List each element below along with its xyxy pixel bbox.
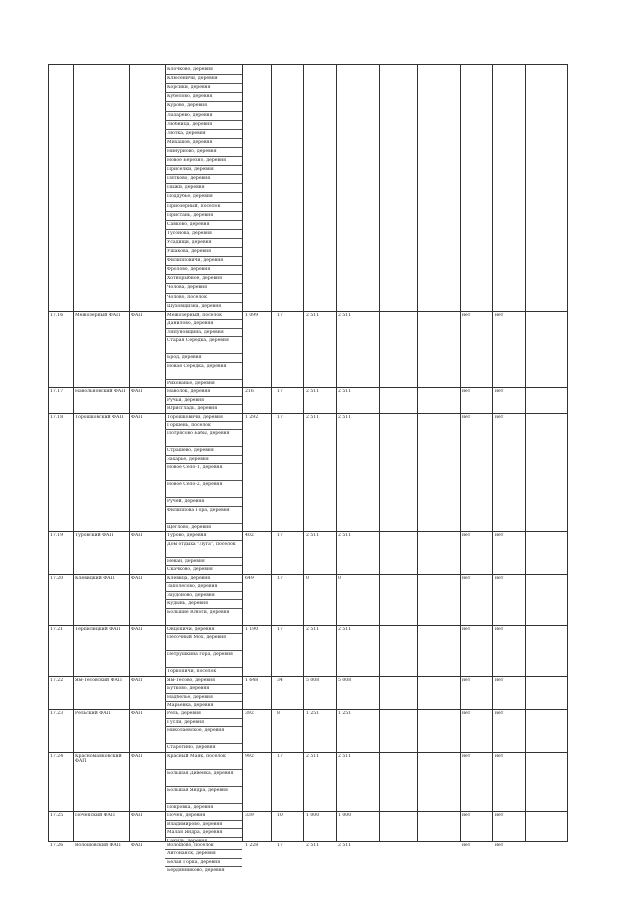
facility-name: Волошовский ФАП (75, 843, 121, 848)
settlement-divider (165, 265, 242, 266)
column-divider (73, 65, 74, 841)
settlement-divider (165, 565, 242, 566)
value-cell: 17 (277, 575, 283, 581)
settlement-cell: Ушакова, деревня (167, 249, 211, 254)
facility-name: Ям-Тесовский ФАП (75, 677, 122, 683)
settlement-cell: Приозерный, поселок (167, 203, 221, 209)
settlement-cell: Онцопичи, деревня (167, 626, 215, 632)
settlement-cell: Красный Маяк, поселок (167, 753, 226, 759)
settlement-cell: Хотнорыбное, деревня (167, 276, 222, 282)
settlement-cell: Страшево, деревня (167, 448, 214, 454)
settlement-cell: Кубелово, деревня (167, 94, 213, 100)
settlement-cell: Старотино, деревня (167, 745, 216, 751)
settlement-divider (165, 74, 242, 75)
facility-type: ФАП (131, 389, 143, 395)
settlement-cell: Шуховщизна, деревня (167, 303, 222, 309)
settlement-divider (165, 582, 242, 583)
settlement-cell: Новое Село-2, деревня (167, 482, 223, 488)
settlement-divider (165, 591, 242, 592)
flag-cell: нет (462, 813, 471, 819)
column-divider (271, 65, 272, 841)
value-cell: 2 511 (306, 626, 320, 632)
flag-cell: нет (495, 711, 504, 717)
settlement-cell: Бутково, деревня (167, 686, 210, 692)
column-divider (242, 65, 243, 841)
row-number: 17.24 (50, 753, 64, 759)
settlement-cell: Ляпуновщина, деревня (167, 329, 224, 335)
facility-type: ФАП (131, 677, 143, 683)
settlement-cell: Заполесово, деревня (167, 584, 218, 590)
value-cell: 1 000 (306, 813, 320, 819)
settlement-divider (165, 192, 242, 193)
settlement-divider (165, 379, 242, 380)
settlement-divider (165, 83, 242, 84)
flag-cell: нет (462, 312, 471, 318)
facility-name: Красномаяковский ФАП (75, 753, 122, 765)
settlement-cell: Захарье, деревня (167, 456, 209, 462)
settlement-divider (165, 446, 242, 447)
value-cell: 2 511 (338, 753, 352, 759)
settlement-cell: Скачково, деревня (167, 567, 213, 573)
row-divider (49, 709, 567, 710)
settlement-divider (165, 165, 242, 166)
facility-name: Торошковский ФАП (75, 414, 124, 420)
flag-cell: нет (462, 575, 471, 581)
settlement-cell: Тусонова, деревня (167, 230, 212, 236)
population-value: 992 (245, 753, 254, 759)
value-cell: 17 (277, 389, 283, 395)
column-divider (129, 65, 130, 841)
row-number: 17.17 (50, 389, 64, 395)
settlement-cell: Чолово, поселок (167, 294, 207, 300)
settlement-divider (165, 599, 242, 600)
settlement-cell: Ручей, деревня (167, 499, 205, 505)
settlement-divider (165, 718, 242, 719)
facility-type: ФАП (131, 711, 143, 717)
value-cell: 1 251 (338, 711, 352, 717)
settlement-cell: Старая Середка, деревня (167, 338, 229, 344)
row-number: 17.21 (50, 626, 64, 632)
facility-name: Терпилицкий ФАП (75, 626, 121, 632)
settlement-divider (165, 455, 242, 456)
column-divider (379, 65, 380, 841)
settlement-cell: Клочково, деревня (167, 67, 213, 72)
facility-name: Межозерный ФАП (75, 312, 121, 318)
settlement-divider (165, 129, 242, 130)
flag-cell: нет (462, 414, 471, 420)
settlement-divider (165, 396, 242, 397)
settlement-divider (165, 328, 242, 329)
settlement-divider (165, 302, 242, 303)
settlement-cell: Клюсеничи, деревня (167, 76, 218, 82)
value-cell: 17 (277, 753, 283, 759)
settlement-cell: Большая Дивенка, деревня (167, 770, 234, 776)
settlement-cell: Ям-Тесово, деревня (167, 677, 215, 683)
settlement-cell: Большие Юноги, деревня (167, 609, 230, 615)
population-value: 1 648 (245, 677, 259, 683)
settlement-cell: Владимирово, деревня (167, 821, 223, 827)
settlement-divider (165, 319, 242, 320)
facility-type: ФАП (131, 533, 143, 539)
settlement-divider (165, 362, 242, 363)
settlement-divider (165, 229, 242, 230)
settlement-cell: Потрясово Бабы, деревня (167, 431, 230, 437)
settlement-cell: Филипповичи, деревня (167, 258, 224, 264)
value-cell: 2 511 (306, 389, 320, 395)
settlement-divider (165, 353, 242, 354)
facility-type: ФАП (131, 575, 143, 581)
flag-cell: нет (495, 312, 504, 318)
settlement-cell: Чолова, деревня (167, 285, 207, 291)
value-cell: 34 (277, 677, 283, 683)
settlement-divider (165, 693, 242, 694)
settlement-cell: Курово, деревня (167, 103, 207, 109)
facility-type: ФАП (131, 312, 143, 318)
settlement-divider (165, 336, 242, 337)
settlement-cell: Надбелье, деревня (167, 694, 213, 700)
value-cell: 1 000 (338, 813, 352, 819)
settlement-cell: Белая Горка, деревня (167, 859, 221, 865)
row-number: 17.26 (50, 843, 64, 848)
population-value: 1 292 (245, 414, 259, 420)
settlement-cell: Филиппова Гора, деревня (167, 507, 230, 513)
column-divider (460, 65, 461, 841)
settlement-cell: Корсики, деревня (167, 85, 211, 91)
value-cell: 17 (277, 312, 283, 318)
settlement-divider (165, 608, 242, 609)
settlement-divider (165, 803, 242, 804)
column-divider (336, 65, 337, 841)
settlement-cell: Торкопичи, поселок (167, 669, 217, 675)
population-value: 649 (245, 575, 254, 581)
population-value: 392 (245, 711, 254, 717)
settlement-divider (165, 174, 242, 175)
settlement-divider (165, 480, 242, 481)
settlement-cell: Щеглово, деревня (167, 524, 212, 530)
settlement-divider (165, 633, 242, 634)
row-divider (49, 311, 567, 312)
settlement-cell: Межозерный, поселок (167, 312, 222, 318)
settlement-divider (165, 101, 242, 102)
settlement-cell: Неван, деревня (167, 558, 205, 564)
population-value: 402 (245, 533, 254, 539)
settlement-divider (165, 667, 242, 668)
value-cell: 2 511 (306, 753, 320, 759)
flag-cell: нет (462, 711, 471, 717)
flag-cell: нет (495, 533, 504, 539)
value-cell: 2 511 (338, 626, 352, 632)
settlement-divider (165, 463, 242, 464)
settlement-cell: Сокидь, деревня (167, 838, 208, 844)
settlement-cell: Нинурново, деревня (167, 148, 217, 154)
settlement-divider (165, 283, 242, 284)
settlement-cell: Бердянниково, деревня (167, 868, 225, 874)
flag-cell: нет (495, 626, 504, 632)
flag-cell: нет (462, 626, 471, 632)
settlement-divider (165, 650, 242, 651)
column-divider (303, 65, 304, 841)
row-number: 17.20 (50, 575, 64, 581)
flag-cell: нет (495, 389, 504, 395)
settlement-divider (165, 429, 242, 430)
value-cell: 2 511 (338, 533, 352, 539)
column-divider (492, 65, 493, 841)
value-cell: 2 511 (306, 533, 320, 539)
settlement-divider (165, 858, 242, 859)
settlement-divider (165, 120, 242, 121)
settlement-divider (165, 274, 242, 275)
settlement-cell: Торошковичи, деревня (167, 414, 223, 420)
value-cell: 5 008 (306, 677, 320, 683)
flag-cell: нет (495, 753, 504, 759)
settlement-divider (165, 156, 242, 157)
value-cell: 5 008 (338, 677, 352, 683)
settlement-cell: Новое Березно, деревня (167, 158, 227, 163)
settlement-cell: Песочный Мох, деревня (167, 635, 227, 641)
settlement-cell: Наволок, деревня (167, 389, 211, 395)
flag-cell: нет (495, 575, 504, 581)
row-divider (49, 413, 567, 414)
settlement-cell: Клевица, деревня (167, 575, 211, 581)
settlement-cell: Лазарево, деревня (167, 112, 213, 118)
facility-name: Почепский ФАП (75, 813, 115, 819)
settlement-cell: Покровка, деревня (167, 804, 214, 810)
row-number: 17.16 (50, 312, 64, 318)
facility-name: Навольновский ФАП (75, 389, 126, 395)
settlement-divider (165, 828, 242, 829)
settlement-cell: Данилово, деревня (167, 321, 214, 327)
row-divider (49, 387, 567, 388)
document-page (48, 64, 568, 874)
settlement-divider (165, 147, 242, 148)
facility-type: ФАП (131, 414, 143, 420)
settlement-divider (165, 726, 242, 727)
value-cell: 10 (277, 813, 283, 819)
settlement-divider (165, 92, 242, 93)
settlement-divider (165, 238, 242, 239)
settlement-divider (165, 557, 242, 558)
facility-name: Туровский ФАП (75, 533, 114, 539)
population-value: 1 190 (245, 626, 259, 632)
settlement-cell: Горшень, поселок (167, 423, 211, 428)
facility-type: ФАП (131, 626, 143, 632)
settlement-divider (165, 404, 242, 405)
row-number: 17.22 (50, 677, 64, 683)
settlement-divider (165, 701, 242, 702)
row-divider (49, 625, 567, 626)
settlement-cell: Большая Яндра, деревня (167, 787, 228, 793)
settlement-divider (165, 138, 242, 139)
value-cell: 2 511 (306, 843, 320, 848)
settlement-cell: Гусли, деревня (167, 719, 204, 725)
settlement-cell: Савково, деревня (167, 221, 210, 227)
settlement-cell: Антонанск, деревня (167, 851, 216, 857)
settlement-cell: Рихованье, деревня (167, 380, 215, 386)
settlement-cell: Усадищи, деревня (167, 239, 212, 245)
population-value: 1 099 (245, 312, 259, 318)
settlement-cell: Дом отдыха "Луга", поселок (167, 541, 236, 547)
settlement-divider (165, 220, 242, 221)
settlement-cell: Пыжи, деревня (167, 185, 205, 191)
settlement-cell: Приселки, деревня (167, 167, 214, 173)
value-cell: 17 (277, 843, 283, 848)
settlement-divider (165, 523, 242, 524)
settlement-cell: Малая Яндра, деревня (167, 830, 223, 836)
value-cell: 2 511 (338, 389, 352, 395)
settlement-divider (165, 743, 242, 744)
settlement-divider (165, 293, 242, 294)
value-cell: 2 511 (306, 312, 320, 318)
settlement-divider (165, 866, 242, 867)
settlement-divider (165, 183, 242, 184)
row-number: 17.19 (50, 533, 64, 539)
settlement-cell: Кудынь, деревня (167, 601, 208, 607)
settlement-cell: Ручьи, деревня (167, 397, 205, 403)
settlement-cell: Новое Село-1, деревня (167, 465, 223, 471)
value-cell: 17 (277, 414, 283, 420)
settlement-divider (165, 769, 242, 770)
row-number: 17.25 (50, 813, 64, 819)
facility-type: ФАП (131, 813, 143, 819)
facility-type: ФАП (131, 843, 143, 848)
column-divider (165, 65, 166, 841)
settlement-divider (165, 202, 242, 203)
settlement-divider (165, 837, 242, 838)
settlement-cell: Поддубье, деревня (167, 194, 213, 200)
settlement-cell: Пристань, деревня (167, 212, 214, 218)
settlement-cell: Лютка, деревня (167, 130, 206, 136)
value-cell: 17 (277, 533, 283, 539)
settlement-divider (165, 786, 242, 787)
settlement-divider (165, 111, 242, 112)
settlement-divider (165, 256, 242, 257)
facility-type: ФАП (131, 753, 143, 759)
value-cell: 1 251 (306, 711, 320, 717)
flag-cell: нет (462, 533, 471, 539)
settlement-cell: Заудоново, деревня (167, 592, 215, 598)
settlement-divider (165, 684, 242, 685)
flag-cell: нет (495, 677, 504, 683)
facility-name: Клевицкий ФАП (75, 575, 115, 581)
value-cell: 17 (277, 626, 283, 632)
flag-cell: нет (462, 753, 471, 759)
value-cell: 2 511 (338, 843, 352, 848)
settlement-cell: Пятково, деревня (167, 176, 211, 182)
flag-cell: нет (462, 677, 471, 683)
row-divider (49, 676, 567, 677)
value-cell: 2 511 (338, 312, 352, 318)
column-divider (417, 65, 418, 841)
settlement-divider (165, 211, 242, 212)
settlement-cell: Николаевское, деревня (167, 728, 225, 734)
flag-cell: нет (495, 843, 504, 848)
settlement-divider (165, 820, 242, 821)
row-divider (49, 574, 567, 575)
flag-cell: нет (462, 389, 471, 395)
population-value: 216 (245, 389, 254, 395)
flag-cell: нет (462, 843, 471, 848)
column-divider (525, 65, 526, 841)
value-cell: 2 511 (338, 414, 352, 420)
settlement-cell: Волошово, поселок (167, 843, 214, 848)
value-cell: 2 511 (306, 414, 320, 420)
population-value: 339 (245, 813, 254, 819)
row-number: 17.18 (50, 414, 64, 420)
settlement-cell: Марьевка, деревня (167, 703, 214, 708)
settlement-cell: Брод, деревня (167, 355, 202, 361)
value-cell: 8 (277, 711, 280, 717)
facility-name: Рельский ФАП (75, 711, 111, 717)
row-divider (49, 752, 567, 753)
settlement-cell: Фролово, деревня (167, 267, 211, 273)
settlement-divider (165, 421, 242, 422)
row-divider (49, 811, 567, 812)
settlement-cell: Новая Середка, деревня (167, 363, 227, 369)
settlement-divider (165, 497, 242, 498)
flag-cell: нет (495, 414, 504, 420)
population-value: 1 228 (245, 843, 259, 848)
settlement-divider (165, 247, 242, 248)
settlement-cell: Рель, деревня (167, 711, 201, 717)
settlement-cell: Петрушкина гора, деревня (167, 652, 233, 658)
settlement-cell: Любница, деревня (167, 121, 213, 127)
settlement-cell: Михашов, деревня (167, 139, 213, 145)
value-cell: 0 (338, 575, 341, 581)
row-divider (49, 531, 567, 532)
settlement-cell: Почеп, деревня (167, 813, 206, 819)
flag-cell: нет (495, 813, 504, 819)
settlement-divider (165, 540, 242, 541)
settlement-cell: Турово, деревня (167, 533, 207, 539)
row-number: 17.23 (50, 711, 64, 717)
settlement-divider (165, 849, 242, 850)
value-cell: 0 (306, 575, 309, 581)
settlement-cell: Юрисгладь, деревня (167, 406, 218, 412)
settlement-divider (165, 506, 242, 507)
